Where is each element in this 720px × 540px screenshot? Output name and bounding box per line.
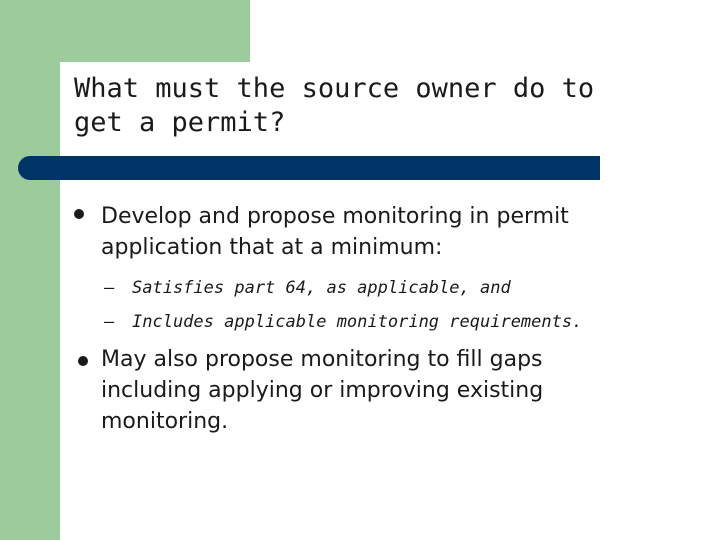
- top-accent-block: [0, 0, 250, 62]
- left-accent-bar: [0, 0, 60, 540]
- sub-item-2: [104, 310, 582, 334]
- title-divider-bar: [18, 156, 600, 180]
- bullet-dot-icon: [74, 209, 84, 219]
- slide-title: What must the source owner do to get a permit?: [74, 73, 595, 138]
- bullet-item-2: [74, 344, 634, 437]
- bullet-text-2: May also propose monitoring to fill gaps including applying or improving existing monitoring.: [101, 347, 544, 434]
- dash-marker-icon: –: [104, 278, 115, 298]
- bullet-text-1: Develop and propose monitoring in permit application that at a minimum:: [101, 204, 569, 260]
- sub-item-text-1: Satisfies part 64, as applicable, and: [132, 278, 511, 298]
- bullet-dot-icon: [78, 356, 88, 366]
- dash-marker-icon: –: [104, 312, 115, 332]
- bullet-item-1: [74, 201, 694, 263]
- sub-item-text-2: Includes applicable monitoring requirements.: [132, 312, 583, 332]
- sub-item-1: [104, 276, 511, 300]
